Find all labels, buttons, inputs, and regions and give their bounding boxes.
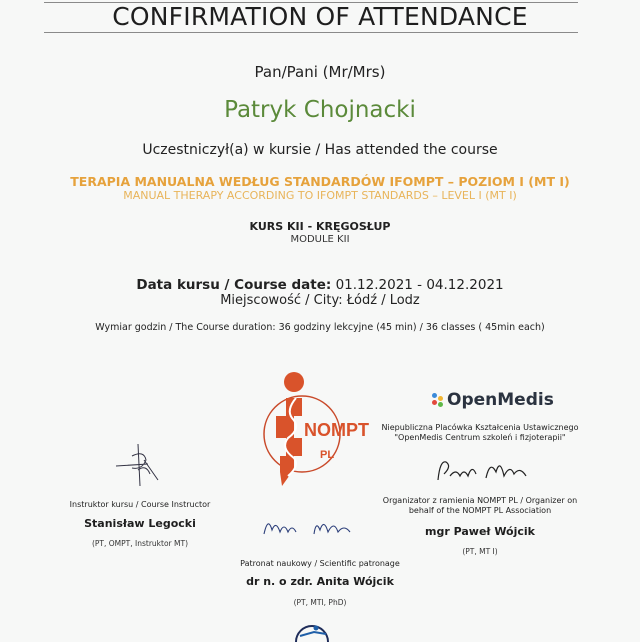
course-date: [0, 277, 640, 293]
nompt-logo: [258, 368, 378, 498]
instructor-signature-icon: [108, 440, 168, 490]
openmedis-name: OpenMedis: [447, 390, 554, 410]
patron-credentials: (PT, MTI, PhD): [293, 598, 347, 607]
course-date-label: Data kursu / Course date:: [136, 277, 332, 293]
salutation: Pan/Pani (Mr/Mrs): [254, 63, 386, 81]
bottom-association-logo-icon: [292, 622, 332, 642]
instructor-role: Instruktor kursu / Course Instructor: [69, 500, 211, 509]
patron-role: Patronat naukowy / Scientific patronage: [240, 559, 400, 568]
openmedis-logo: [432, 390, 554, 410]
svg-text:NOMPT: NOMPT: [304, 420, 369, 440]
svg-text:PL: PL: [320, 449, 335, 461]
course-city: Miejscowość / City: Łódź / Lodz: [220, 293, 420, 308]
course-title-en: MANUAL THERAPY ACCORDING TO IFOMPT STANDARDS – LEVEL I (MT I): [123, 189, 517, 202]
instructor-name: Stanisław Legocki: [84, 517, 196, 530]
title-rule-bottom: [44, 32, 578, 33]
instructor-credentials: (PT, OMPT, Instruktor MT): [91, 539, 188, 548]
openmedis-institution-line1: Niepubliczna Placówka Kształcenia Ustawicznego: [381, 423, 579, 432]
organizer-credentials: (PT, MT I): [462, 547, 498, 556]
course-title-pl: TERAPIA MANUALNA WEDŁUG STANDARDÓW IFOMPT – POZIOM I (MT I): [70, 174, 570, 189]
attended-text: Uczestniczył(a) w kursie / Has attended the course: [142, 142, 498, 158]
organizer-role-line1: Organizator z ramienia NOMPT PL / Organizer on: [382, 496, 578, 505]
openmedis-dots-icon: [432, 393, 444, 407]
patron-signature-icon: [258, 510, 368, 544]
course-date-value: 01.12.2021 - 04.12.2021: [331, 277, 504, 293]
certificate-title: CONFIRMATION OF ATTENDANCE: [112, 2, 528, 31]
module-title-pl: KURS KII - KRĘGOSŁUP: [249, 220, 391, 233]
module-title-en: MODULE KII: [290, 234, 350, 245]
patron-name: dr n. o zdr. Anita Wójcik: [246, 575, 394, 588]
course-duration: Wymiar godzin / The Course duration: 36 godziny lekcyjne (45 min) / 36 classes ( 45min each): [95, 322, 545, 333]
organizer-name: mgr Paweł Wójcik: [425, 525, 535, 538]
nompt-emblem-icon: [258, 368, 378, 498]
organizer-signature-icon: [430, 450, 540, 490]
organizer-role-line2: behalf of the NOMPT PL Association: [408, 506, 552, 515]
openmedis-institution-line2: "OpenMedis Centrum szkoleń i fizjoterapii": [394, 433, 566, 442]
recipient-name: Patryk Chojnacki: [224, 97, 416, 123]
